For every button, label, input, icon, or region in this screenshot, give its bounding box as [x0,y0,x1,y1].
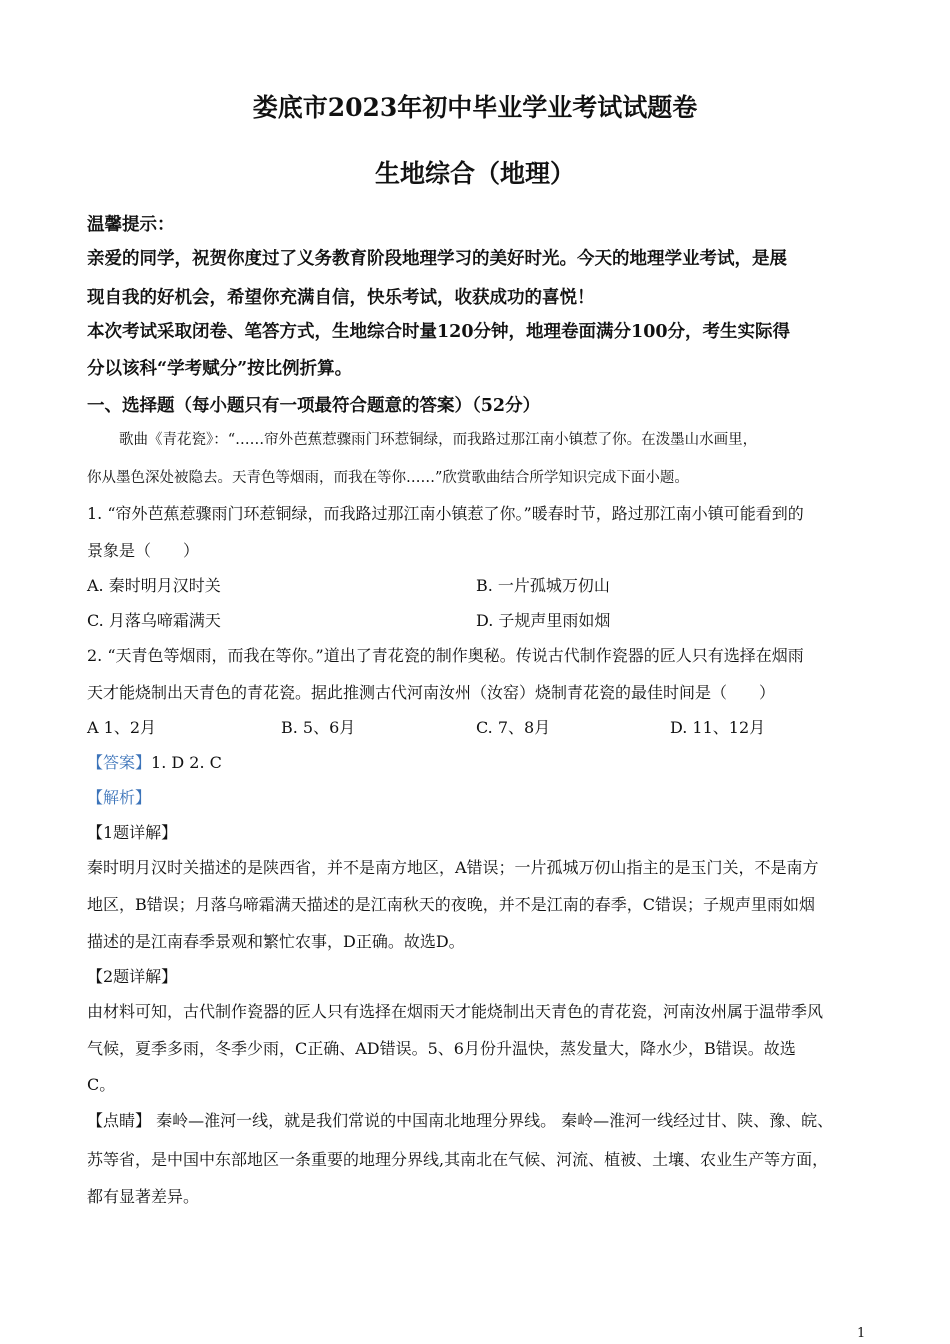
detail-2-text: C。 [87,1075,116,1094]
tip-text: 都有显著差异。 [87,1187,200,1206]
question-2-option-c: C. 7、8月 [476,718,551,737]
question-2-option-b: B. 5、6月 [281,718,356,737]
notice-line: 亲爱的同学，祝贺你度过了义务教育阶段地理学习的美好时光。今天的地理学业考试，是展 [87,249,787,269]
detail-1-text: 描述的是江南春季景观和繁忙农事，D正确。故选D。 [87,932,465,951]
material-text: 歌曲《青花瓷》：“……帘外芭蕉惹骤雨门环惹铜绿，而我路过那江南小镇惹了你。在泼墨山水画里， [119,432,758,448]
question-1-option-b: B. 一片孤城万仞山 [476,576,610,595]
detail-1-text: 地区，B错误；月落乌啼霜满天描述的是江南秋天的夜晚，并不是江南的春季，C错误；子规声里雨如烟 [87,895,816,914]
detail-1-text: 秦时明月汉时关描述的是陕西省，并不是南方地区，A错误；一片孤城万仞山指主的是玉门关，不是南方 [87,858,819,877]
detail-1-label: 【1题详解】 [87,823,178,842]
notice-line: 本次考试采取闭卷、笔答方式，生地综合时量120分钟，地理卷面满分100分，考生实际得 [87,322,791,342]
notice-line: 现自我的好机会，希望你充满自信，快乐考试，收获成功的喜悦！ [87,288,595,308]
question-1-option-a: A. 秦时明月汉时关 [87,576,221,595]
question-1-option-d: D. 子规声里雨如烟 [476,611,611,630]
answer-label: 【答案】 [87,753,152,772]
question-2-option-d: D. 11、12月 [670,718,766,737]
analysis-label: 【解析】 [87,788,152,807]
question-1-stem: 1. “帘外芭蕉惹骤雨门环惹铜绿，而我路过那江南小镇惹了你。”暖春时节，路过那江南小镇可能看到的 [87,504,804,523]
question-1-option-c: C. 月落乌啼霜满天 [87,611,221,630]
page-number: 1 [857,1326,866,1341]
question-2-option-a: A 1、2月 [87,718,157,737]
tip-text: 苏等省，是中国中东部地区一条重要的地理分界线,其南北在气候、河流、植被、土壤、农业生产等方面， [87,1150,829,1169]
section-heading: 一、选择题（每小题只有一项最符合题意的答案）（52分） [87,396,541,416]
document-subtitle: 生地综合（地理） [374,159,575,188]
answer-row [87,750,222,773]
question-2-stem: 天才能烧制出天青色的青花瓷。据此推测古代河南汝州（汝窑）烧制青花瓷的最佳时间是（ ） [87,683,776,702]
detail-2-text: 气候，夏季多雨，冬季少雨，C正确、AD错误。5、6月份升温快，蒸发量大，降水少，B错误。故选 [87,1039,796,1058]
tip-text: 【点睛】 秦岭—淮河一线，就是我们常说的中国南北地理分界线。 秦岭—淮河一线经过甘、陕、豫、皖、 [87,1111,834,1130]
document-title: 娄底市2023年初中毕业学业考试试题卷 [252,93,698,122]
material-text: 你从墨色深处被隐去。天青色等烟雨，而我在等你……”欣赏歌曲结合所学知识完成下面小题。 [87,470,689,486]
notice-line: 分以该科“学考赋分”按比例折算。 [87,359,353,379]
notice-label: 温馨提示： [87,215,175,235]
detail-2-text: 由材料可知，古代制作瓷器的匠人只有选择在烟雨天才能烧制出天青色的青花瓷，河南汝州属于温带季风 [87,1002,824,1021]
answer-text: 1. D 2. C [151,753,222,772]
detail-2-label: 【2题详解】 [87,967,178,986]
question-1-stem: 景象是（ ） [87,541,200,560]
question-2-stem: 2. “天青色等烟雨，而我在等你。”道出了青花瓷的制作奥秘。传说古代制作瓷器的匠人只有选择在烟雨 [87,646,804,665]
